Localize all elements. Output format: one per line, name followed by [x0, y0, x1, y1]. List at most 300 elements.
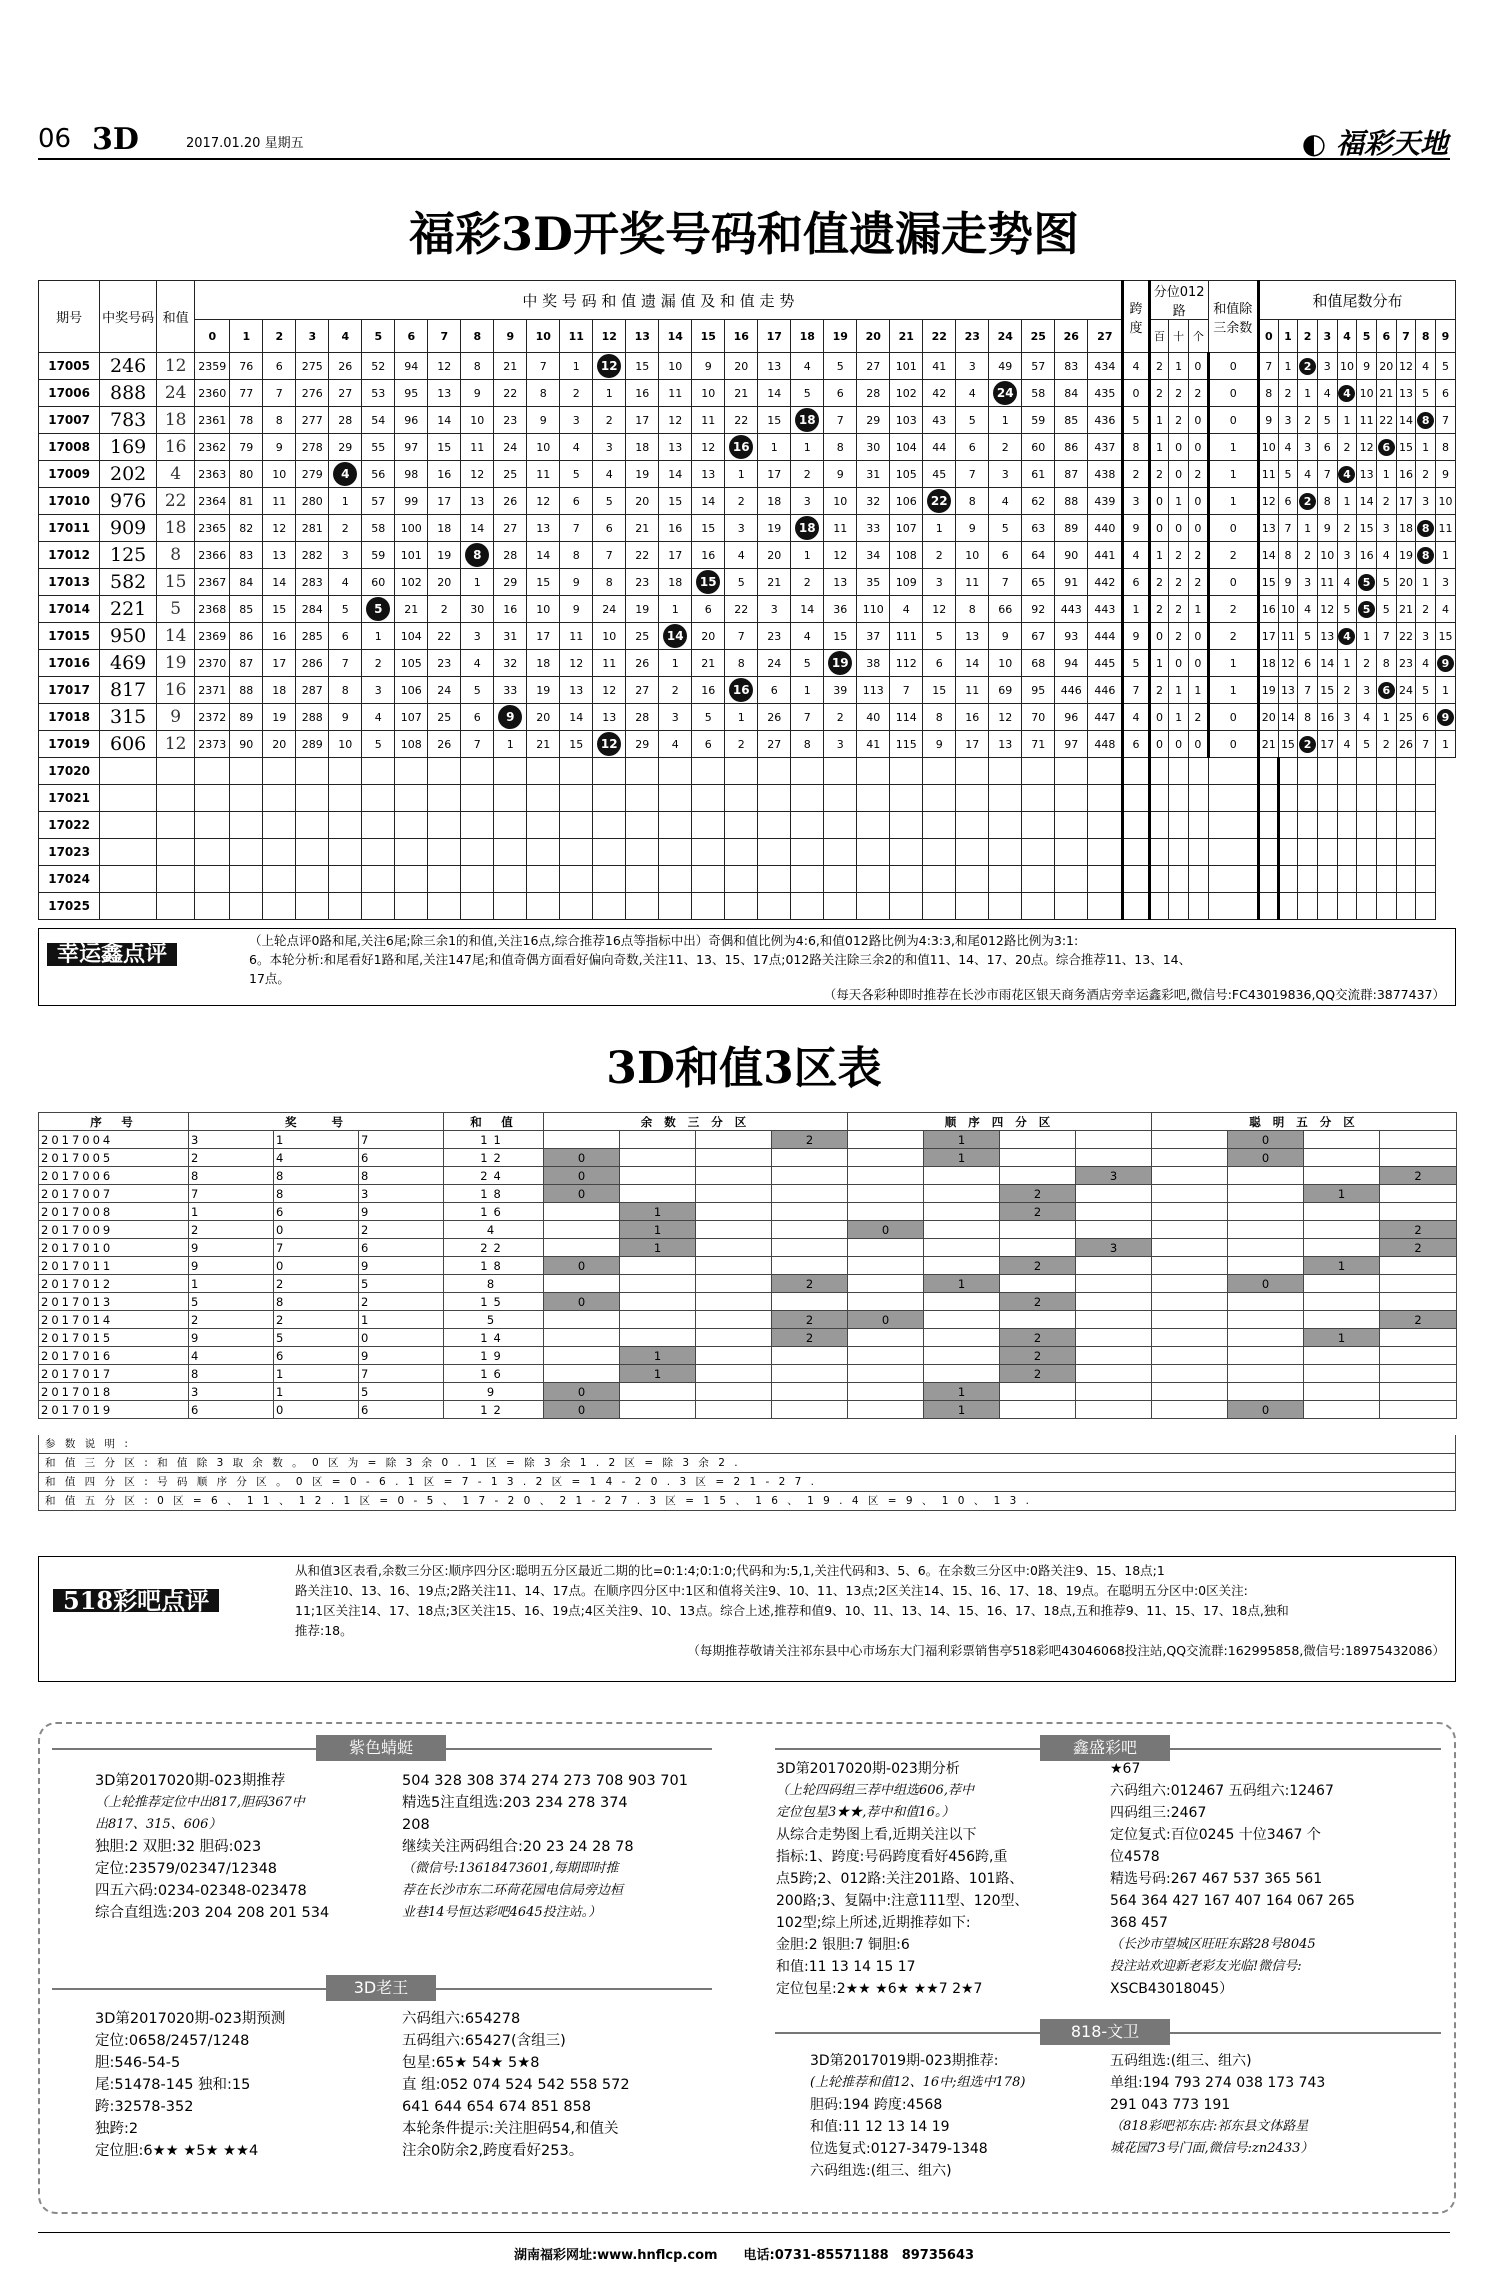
- empty-cell: [195, 758, 230, 785]
- omission-cell: 6: [329, 623, 362, 650]
- zone-empty-cell: [1304, 1311, 1380, 1329]
- omission-cell: 19: [263, 704, 296, 731]
- tail-cell: 1: [1337, 407, 1357, 434]
- tail-cell: [1337, 623, 1357, 650]
- omission-cell: 33: [857, 515, 890, 542]
- omission-cell: 101: [395, 542, 428, 569]
- omission-cell: 441: [1088, 542, 1123, 569]
- comment1-line2: 6。本轮分析:和尾看好1路和尾,关注147尾;和值奇偶方面看好偏向奇数,关注11、13、15、17点;012路关注除三余2的和值11、14、17、20点。综合推荐11、13、14、: [249, 952, 1192, 967]
- omission-cell: 8: [956, 596, 989, 623]
- omission-cell: 22: [428, 623, 461, 650]
- text-line: 六码组六:654278: [402, 2011, 521, 2027]
- omission-cell: 3: [560, 407, 593, 434]
- tail-cell: 3: [1317, 353, 1337, 380]
- empty-cell: [692, 893, 725, 920]
- zone-digit-cell: 2: [189, 1221, 274, 1239]
- zone-empty-cell: [1304, 1149, 1380, 1167]
- tail-cell: 7: [1376, 623, 1396, 650]
- zone-digit-cell: 9: [189, 1329, 274, 1347]
- header-winning: 中奖号码: [100, 281, 157, 353]
- empty-cell: [263, 812, 296, 839]
- omission-cell: 70: [1022, 704, 1055, 731]
- empty-cell: [428, 866, 461, 893]
- zone-empty-cell: [1304, 1293, 1380, 1311]
- page-number: 06: [38, 124, 72, 154]
- empty-cell: [560, 812, 593, 839]
- tail-col-header: 8: [1416, 320, 1436, 353]
- zone-digit-cell: 0: [274, 1257, 359, 1275]
- zone-empty-cell: [1152, 1167, 1228, 1185]
- empty-cell: [230, 839, 263, 866]
- zone-empty-cell: [1152, 1149, 1228, 1167]
- empty-cell: [1278, 893, 1298, 920]
- zone-digit-cell: 6: [189, 1401, 274, 1419]
- zone-digit-cell: 7: [274, 1239, 359, 1257]
- text-line: 点5跨;2、012路:关注201路、101路、: [776, 1871, 1024, 1887]
- omission-cell: 57: [362, 488, 395, 515]
- zone-empty-cell: [1380, 1293, 1457, 1311]
- empty-cell: [195, 866, 230, 893]
- tail-marker-ball: 5: [1358, 574, 1375, 591]
- omission-cell: 12: [923, 596, 956, 623]
- trend-row: [39, 353, 1456, 380]
- tail-cell: 3: [1337, 704, 1357, 731]
- stat-cell: 1: [1208, 650, 1258, 677]
- empty-cell: [1337, 785, 1357, 812]
- empty-cell: [296, 785, 329, 812]
- text-line: 投注站欢迎新老彩友光临!微信号:: [1110, 1959, 1302, 1974]
- stat-cell: 1: [1188, 677, 1208, 704]
- empty-cell: [1376, 812, 1396, 839]
- zone-empty-cell: [1228, 1239, 1304, 1257]
- zone-empty-cell: [696, 1275, 772, 1293]
- box-laowang-left: [95, 2008, 405, 2162]
- empty-cell: [758, 758, 791, 785]
- omission-cell: 12: [428, 353, 461, 380]
- stat-cell: 0: [1149, 623, 1169, 650]
- text-line: 包星:65★ 54★ 5★8: [402, 2055, 540, 2071]
- omission-cell: 10: [692, 380, 725, 407]
- text-line: XSCB43018045）: [1110, 1981, 1234, 1997]
- text-line: 本轮条件提示:关注胆码54,和值关: [402, 2121, 619, 2137]
- zone-hit-cell: 2: [772, 1275, 848, 1293]
- logo-text: 福彩天地: [1335, 127, 1448, 160]
- zone-empty-cell: [1152, 1401, 1228, 1419]
- tail-cell: [1298, 488, 1318, 515]
- empty-cell: [593, 866, 626, 893]
- omission-cell: 7: [593, 542, 626, 569]
- zone-hit-cell: 3: [1076, 1239, 1152, 1257]
- zone-digit-cell: 8: [359, 1167, 444, 1185]
- sum-col-header: 24: [989, 320, 1022, 353]
- omission-cell: 2: [593, 407, 626, 434]
- caiba-comment-box: [38, 1556, 1456, 1682]
- zone-empty-cell: [620, 1275, 696, 1293]
- omission-cell: [362, 596, 395, 623]
- zone-empty-cell: [848, 1293, 924, 1311]
- tail-cell: 3: [1435, 569, 1455, 596]
- omission-cell: 7: [461, 731, 494, 758]
- empty-cell: [494, 839, 527, 866]
- empty-cell: [758, 893, 791, 920]
- empty-cell: [1258, 758, 1278, 785]
- omission-cell: 7: [725, 623, 758, 650]
- caiba-comment-badge: 518彩吧点评: [53, 1589, 219, 1612]
- sum-marker-ball: 24: [993, 381, 1017, 405]
- omission-cell: 20: [428, 569, 461, 596]
- zone-digit-cell: 1: [274, 1383, 359, 1401]
- sum-col-header: 10: [527, 320, 560, 353]
- zone-hit-cell: 1: [924, 1383, 1000, 1401]
- zone-sum-cell: 18: [444, 1185, 544, 1203]
- omission-cell: 106: [890, 488, 923, 515]
- empty-cell: [1317, 839, 1337, 866]
- omission-cell: 96: [395, 407, 428, 434]
- omission-cell: 66: [989, 596, 1022, 623]
- omission-cell: 4: [659, 731, 692, 758]
- empty-cell: [1188, 812, 1208, 839]
- stat-cell: 1: [1149, 542, 1169, 569]
- zone-sum-cell: 4: [444, 1221, 544, 1239]
- zone-period-cell: 2017016: [39, 1347, 189, 1365]
- stat-cell: 0: [1169, 461, 1189, 488]
- empty-cell: [659, 839, 692, 866]
- zone-digit-cell: 0: [359, 1329, 444, 1347]
- omission-cell: 11: [824, 515, 857, 542]
- empty-cell: [1416, 893, 1436, 920]
- empty-cell: [1149, 758, 1169, 785]
- empty-cell: [923, 812, 956, 839]
- tail-cell: 7: [1258, 353, 1278, 380]
- omission-cell: 11: [692, 407, 725, 434]
- header-sum: 和值: [157, 281, 195, 353]
- stat-cell: 2: [1169, 380, 1189, 407]
- zone-digit-cell: 5: [359, 1383, 444, 1401]
- zone-empty-cell: [1000, 1401, 1076, 1419]
- zone-empty-cell: [924, 1293, 1000, 1311]
- text-line: 定位复式:百位0245 十位3467 个: [1110, 1827, 1321, 1843]
- empty-cell: [263, 866, 296, 893]
- zone-empty-cell: [1000, 1239, 1076, 1257]
- zone-empty-cell: [772, 1221, 848, 1239]
- zone-hit-cell: 1: [1304, 1329, 1380, 1347]
- period-cell: 17016: [39, 650, 100, 677]
- omission-cell: 17: [758, 461, 791, 488]
- zone-empty-cell: [1304, 1221, 1380, 1239]
- tail-cell: [1416, 515, 1436, 542]
- period-cell: 17015: [39, 623, 100, 650]
- omission-cell: 5: [923, 623, 956, 650]
- omission-cell: 2359: [195, 353, 230, 380]
- text-line: 四五六码:0234-02348-023478: [95, 1883, 307, 1899]
- empty-cell: [791, 758, 824, 785]
- omission-cell: 12: [659, 407, 692, 434]
- stat-cell: 1: [1208, 461, 1258, 488]
- stat-cell: 1: [1169, 353, 1189, 380]
- tail-cell: 4: [1435, 596, 1455, 623]
- sum-marker-ball: 18: [795, 516, 819, 540]
- omission-cell: 281: [296, 515, 329, 542]
- omission-cell: 439: [1088, 488, 1123, 515]
- omission-cell: 7: [329, 650, 362, 677]
- omission-cell: 20: [692, 623, 725, 650]
- stat-cell: 1: [1169, 704, 1189, 731]
- omission-cell: 3: [362, 677, 395, 704]
- omission-cell: [659, 623, 692, 650]
- zone-hit-cell: 2: [1380, 1221, 1457, 1239]
- omission-cell: 20: [725, 353, 758, 380]
- omission-cell: 12: [461, 461, 494, 488]
- omission-cell: 97: [1055, 731, 1088, 758]
- omission-cell: 4: [791, 623, 824, 650]
- zone-empty-cell: [1304, 1203, 1380, 1221]
- omission-cell: 10: [989, 650, 1022, 677]
- trend-table: [38, 280, 1456, 920]
- empty-cell: [791, 866, 824, 893]
- omission-cell: 444: [1088, 623, 1123, 650]
- tail-cell: 1: [1435, 731, 1455, 758]
- omission-cell: [692, 569, 725, 596]
- empty-cell: [461, 839, 494, 866]
- zone-empty-cell: [1304, 1347, 1380, 1365]
- sum-marker-ball: 16: [729, 678, 753, 702]
- empty-cell: [461, 812, 494, 839]
- omission-cell: 2373: [195, 731, 230, 758]
- sum-value-cell: 4: [157, 461, 195, 488]
- empty-cell: [230, 893, 263, 920]
- empty-cell: [857, 758, 890, 785]
- empty-cell: [758, 866, 791, 893]
- zone-header: 序 号: [39, 1113, 189, 1131]
- period-cell: 17005: [39, 353, 100, 380]
- text-line: 跨:32578-352: [95, 2099, 194, 2115]
- zone-digit-cell: 6: [359, 1239, 444, 1257]
- trend-row: [39, 461, 1456, 488]
- stat-cell: 0: [1188, 353, 1208, 380]
- tail-cell: 21: [1376, 380, 1396, 407]
- zone-sum-cell: 15: [444, 1293, 544, 1311]
- zone-empty-cell: [1228, 1329, 1304, 1347]
- sum-col-header: 27: [1088, 320, 1123, 353]
- empty-cell: [100, 758, 157, 785]
- zone-hit-cell: 1: [1304, 1257, 1380, 1275]
- text-line: 综合直组选:203 204 208 201 534: [95, 1905, 330, 1921]
- tail-marker-ball: 6: [1378, 682, 1395, 699]
- zone-sum-cell: 12: [444, 1401, 544, 1419]
- empty-cell: [1317, 866, 1337, 893]
- tail-cell: 15: [1317, 677, 1337, 704]
- empty-cell: [329, 839, 362, 866]
- tail-cell: 7: [1435, 407, 1455, 434]
- omission-cell: 4: [989, 488, 1022, 515]
- text-line: 定位胆:6★★ ★5★ ★★4: [95, 2143, 259, 2159]
- sum-col-header: 0: [195, 320, 230, 353]
- zone-row: [39, 1203, 1457, 1221]
- empty-cell: [1396, 785, 1416, 812]
- text-line: （上轮推荐定位中出817,胆码367中: [95, 1795, 305, 1810]
- tail-cell: 10: [1435, 488, 1455, 515]
- omission-cell: 16: [692, 677, 725, 704]
- sum-value-cell: 12: [157, 731, 195, 758]
- omission-cell: 438: [1088, 461, 1123, 488]
- tail-cell: [1435, 650, 1455, 677]
- omission-cell: 275: [296, 353, 329, 380]
- omission-cell: 12: [692, 434, 725, 461]
- omission-cell: 30: [461, 596, 494, 623]
- zone-hit-cell: 2: [1000, 1203, 1076, 1221]
- omission-cell: 13: [956, 623, 989, 650]
- period-cell: 17024: [39, 866, 100, 893]
- omission-cell: 17: [626, 407, 659, 434]
- trend-row: [39, 569, 1456, 596]
- empty-cell: [890, 893, 923, 920]
- omission-cell: 1: [923, 515, 956, 542]
- omission-cell: 104: [890, 434, 923, 461]
- zone-empty-cell: [1152, 1293, 1228, 1311]
- omission-cell: 1: [362, 623, 395, 650]
- omission-cell: 1: [659, 596, 692, 623]
- omission-cell: 4: [956, 380, 989, 407]
- zone-empty-cell: [1228, 1365, 1304, 1383]
- winning-number-cell: 817: [100, 677, 157, 704]
- empty-cell: [1376, 866, 1396, 893]
- omission-cell: 62: [1022, 488, 1055, 515]
- empty-cell: [296, 893, 329, 920]
- empty-cell: [1055, 758, 1088, 785]
- omission-cell: 88: [230, 677, 263, 704]
- omission-cell: 16: [494, 596, 527, 623]
- tail-cell: 15: [1396, 434, 1416, 461]
- zone-empty-cell: [848, 1239, 924, 1257]
- omission-cell: 5: [461, 677, 494, 704]
- tail-cell: 6: [1416, 704, 1436, 731]
- omission-cell: 99: [395, 488, 428, 515]
- zone-empty-cell: [772, 1203, 848, 1221]
- zone-empty-cell: [848, 1149, 924, 1167]
- omission-cell: 21: [494, 353, 527, 380]
- empty-cell: [1337, 893, 1357, 920]
- omission-cell: [329, 461, 362, 488]
- tail-cell: [1298, 353, 1318, 380]
- omission-cell: 11: [956, 677, 989, 704]
- omission-cell: 1: [791, 434, 824, 461]
- omission-cell: 22: [725, 407, 758, 434]
- sum-col-header: 5: [362, 320, 395, 353]
- trend-row-empty: [39, 866, 1456, 893]
- empty-cell: [791, 812, 824, 839]
- omission-cell: 14: [263, 569, 296, 596]
- empty-cell: [157, 812, 195, 839]
- stat-cell: 1: [1208, 488, 1258, 515]
- stat-cell: 0: [1169, 731, 1189, 758]
- empty-cell: [263, 758, 296, 785]
- zone-digit-cell: 8: [274, 1167, 359, 1185]
- tail-cell: 15: [1435, 623, 1455, 650]
- zone-empty-cell: [696, 1203, 772, 1221]
- zone-empty-cell: [1304, 1275, 1380, 1293]
- tail-marker-ball: 9: [1437, 655, 1454, 672]
- empty-cell: [1278, 758, 1298, 785]
- sum-col-header: 14: [659, 320, 692, 353]
- omission-cell: 26: [329, 353, 362, 380]
- omission-cell: 41: [857, 731, 890, 758]
- tail-cell: 2: [1376, 731, 1396, 758]
- empty-cell: [725, 893, 758, 920]
- empty-cell: [428, 758, 461, 785]
- period-cell: 17010: [39, 488, 100, 515]
- omission-cell: 24: [494, 434, 527, 461]
- zone-hit-cell: 0: [848, 1221, 924, 1239]
- tail-marker-ball: 4: [1338, 628, 1355, 645]
- zone-empty-cell: [1380, 1275, 1457, 1293]
- omission-cell: 13: [461, 488, 494, 515]
- empty-cell: [1298, 758, 1318, 785]
- tail-cell: 17: [1258, 623, 1278, 650]
- omission-cell: 109: [890, 569, 923, 596]
- zone-digit-cell: 8: [274, 1185, 359, 1203]
- zone-digit-cell: 7: [359, 1365, 444, 1383]
- empty-cell: [1188, 785, 1208, 812]
- tail-cell: 14: [1278, 704, 1298, 731]
- omission-cell: 10: [956, 542, 989, 569]
- omission-cell: 1: [593, 380, 626, 407]
- omission-cell: 12: [560, 650, 593, 677]
- tail-cell: 19: [1258, 677, 1278, 704]
- sum-marker-ball: 4: [333, 462, 357, 486]
- empty-cell: [329, 893, 362, 920]
- omission-cell: 2: [923, 542, 956, 569]
- zone-sum-cell: 8: [444, 1275, 544, 1293]
- period-cell: 17009: [39, 461, 100, 488]
- zone-digit-cell: 5: [359, 1275, 444, 1293]
- empty-cell: [1055, 893, 1088, 920]
- comment2-line1: 从和值3区表看,余数三分区:顺序四分区:聪明五分区最近二期的比=0:1:4;0:1:0;代码和为:5,1,关注代码和3、5、6。在余数三分区中:0路关注9、15、18点;1: [295, 1563, 1165, 1578]
- winning-number-cell: 606: [100, 731, 157, 758]
- stat-cell: 0: [1149, 515, 1169, 542]
- empty-cell: [494, 893, 527, 920]
- omission-cell: 22: [626, 542, 659, 569]
- header-rem3: 和值除三余数: [1208, 281, 1258, 353]
- tail-cell: [1298, 731, 1318, 758]
- omission-cell: 110: [857, 596, 890, 623]
- empty-cell: [329, 812, 362, 839]
- empty-cell: [1123, 812, 1149, 839]
- text-line: 指标:1、跨度:号码跨度看好456跨,重: [776, 1849, 1008, 1865]
- omission-cell: 18: [527, 650, 560, 677]
- omission-cell: 1: [659, 650, 692, 677]
- box-zise-left: [95, 1770, 405, 1924]
- omission-cell: 113: [857, 677, 890, 704]
- empty-cell: [692, 785, 725, 812]
- tail-marker-ball: 4: [1338, 466, 1355, 483]
- text-line: 五码组选:(组三、组六): [1110, 2053, 1252, 2069]
- tail-cell: 8: [1435, 434, 1455, 461]
- empty-cell: [791, 785, 824, 812]
- period-cell: 17022: [39, 812, 100, 839]
- omission-cell: 87: [1055, 461, 1088, 488]
- empty-cell: [956, 758, 989, 785]
- omission-cell: 92: [1022, 596, 1055, 623]
- omission-cell: 40: [857, 704, 890, 731]
- zone-hit-cell: 0: [1228, 1131, 1304, 1149]
- winning-number-cell: 169: [100, 434, 157, 461]
- empty-cell: [1258, 785, 1278, 812]
- tail-cell: 9: [1278, 569, 1298, 596]
- omission-cell: 447: [1088, 704, 1123, 731]
- omission-cell: 6: [758, 677, 791, 704]
- omission-cell: 3: [659, 704, 692, 731]
- zone-hit-cell: 0: [1228, 1275, 1304, 1293]
